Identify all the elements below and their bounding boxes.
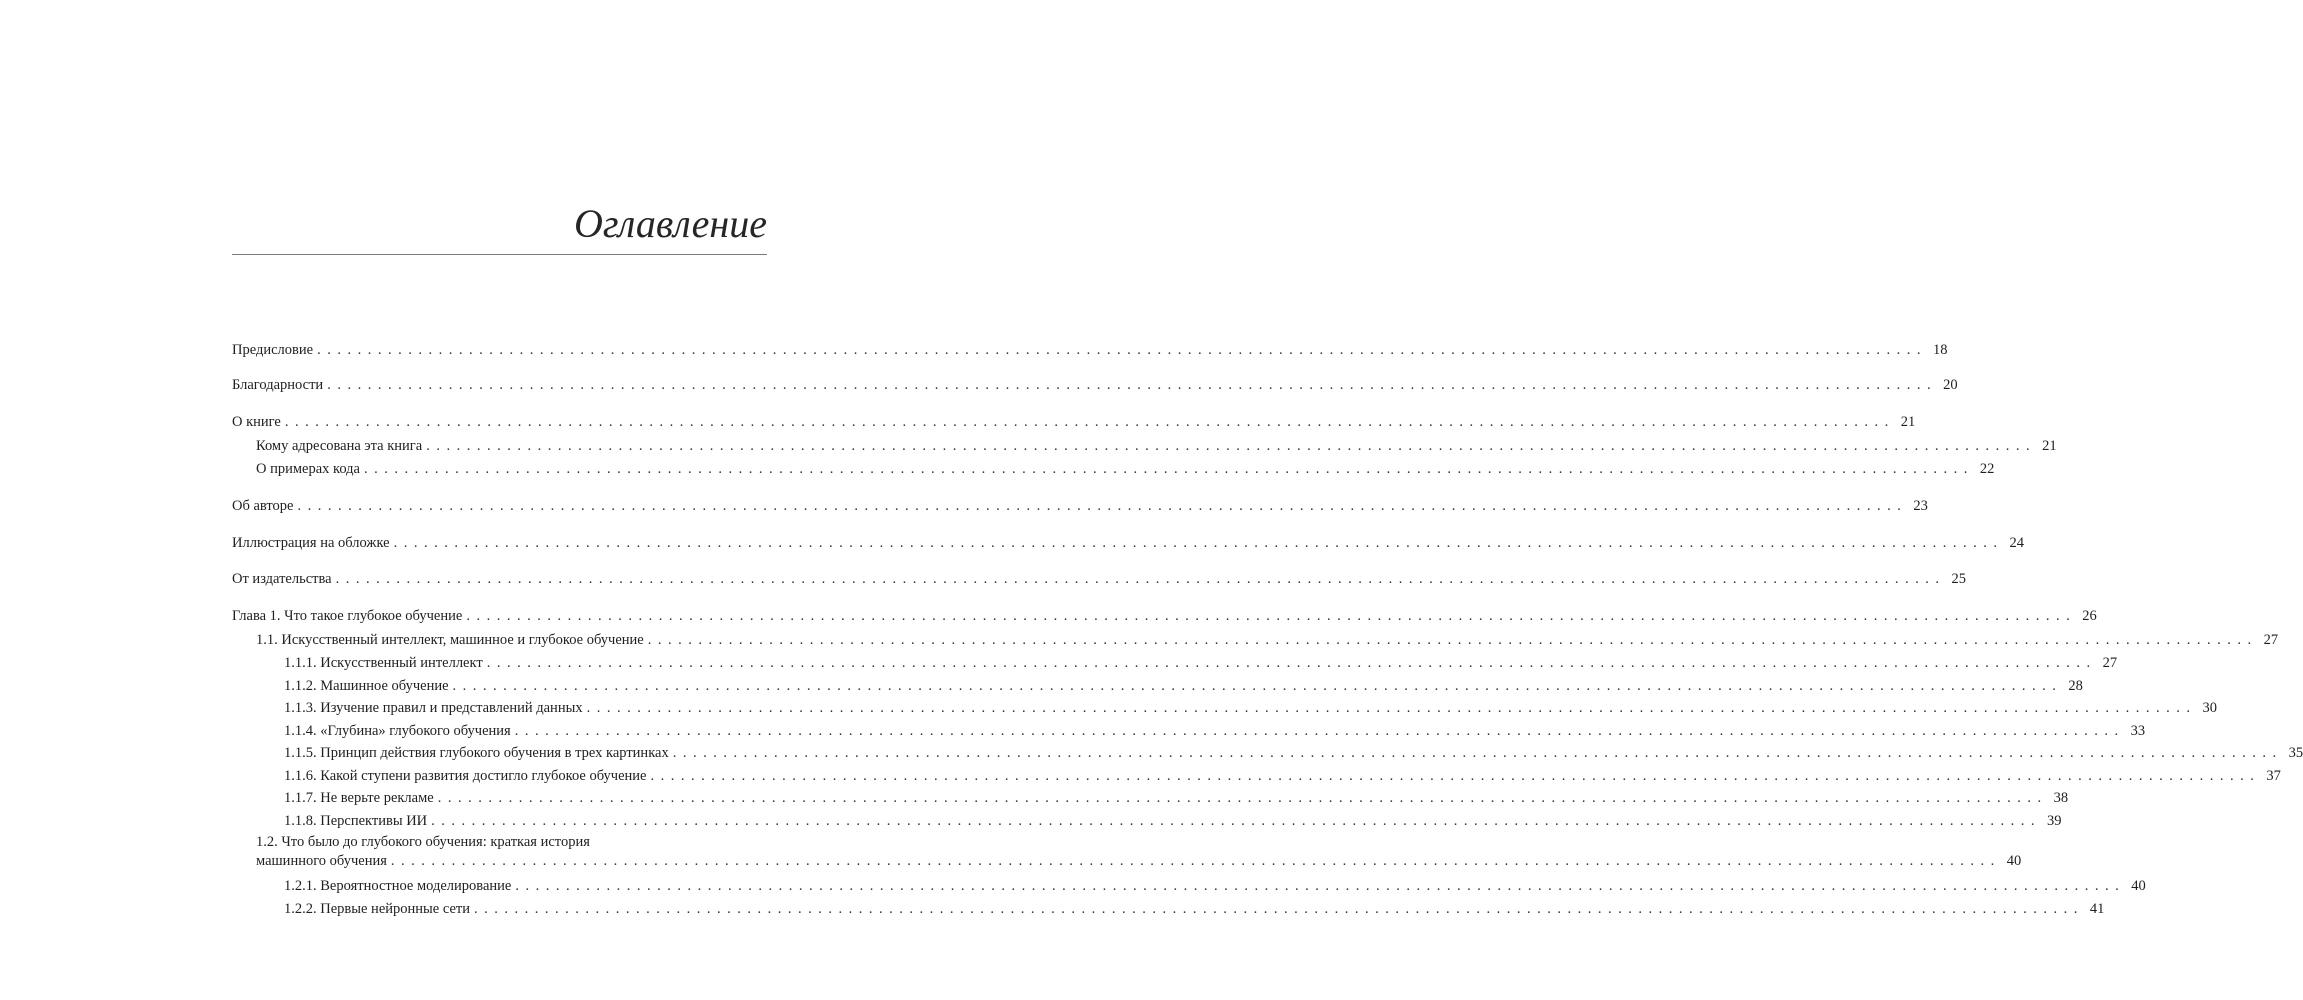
toc-entry-label: 1.1.1. Искусственный интеллект xyxy=(284,655,483,671)
toc-entry-1-2-first-line[interactable]: 1.2. Что было до глубокого обучения: краткая история xyxy=(256,834,590,850)
toc-leader-dots: ............................................................................................................................................................... xyxy=(452,678,2063,694)
toc-entry-page: 35 xyxy=(2288,745,2303,761)
toc-entry-about-author[interactable] xyxy=(232,496,1928,516)
toc-entry-label: О книге xyxy=(232,414,281,430)
toc-entry-1-1-2[interactable] xyxy=(284,676,2083,696)
toc-entry-about-book[interactable] xyxy=(232,412,1916,432)
toc-leader-dots: ............................................................................................................................................................... xyxy=(437,790,2048,806)
toc-leader-dots: ............................................................................................................................................................... xyxy=(514,723,2125,739)
toc-entry-label: 1.1.6. Какой ступени развития достигло глубокое обучение xyxy=(284,768,647,784)
toc-entry-label: 1.2.2. Первые нейронные сети xyxy=(284,901,470,917)
toc-entry-label: О примерах кода xyxy=(256,461,360,477)
toc-entry-label: 1.1.7. Не верьте рекламе xyxy=(284,790,434,806)
page-title: Оглавление xyxy=(573,201,767,246)
toc-entry-page: 27 xyxy=(2102,655,2118,671)
toc-leader-dots: ............................................................................................................................................................... xyxy=(473,901,2084,917)
toc-entry-page: 37 xyxy=(2266,768,2281,784)
title-rule xyxy=(232,254,767,255)
toc-leader-dots: ............................................................................................................................................................... xyxy=(647,632,2258,648)
toc-leader-dots: ............................................................................................................................................................... xyxy=(486,655,2097,671)
toc-entry-page: 40 xyxy=(2006,853,2022,869)
toc-leader-dots: ............................................................................................................................................................... xyxy=(431,813,2042,829)
toc-entry-chapter-1[interactable] xyxy=(232,606,2097,626)
toc-entry-preface[interactable] xyxy=(232,340,1948,360)
toc-entry-page: 41 xyxy=(2089,901,2105,917)
toc-entry-page: 22 xyxy=(1979,461,1995,477)
toc-entry-publisher[interactable] xyxy=(232,569,1966,589)
toc-entry-page: 30 xyxy=(2202,700,2217,716)
toc-entry-label: 1.1.3. Изучение правил и представлений данных xyxy=(284,700,583,716)
toc-entry-1-1[interactable] xyxy=(256,630,2279,650)
toc-entry-page: 20 xyxy=(1943,377,1958,393)
toc-leader-dots: ............................................................................................................................................................... xyxy=(515,878,2126,894)
toc-entry-page: 39 xyxy=(2047,813,2062,829)
toc-leader-dots: ............................................................................................................................................................... xyxy=(650,768,2261,784)
toc-entry-page: 25 xyxy=(1951,571,1966,587)
toc-leader-dots: ............................................................................................................................................................... xyxy=(393,535,2004,551)
toc-entry-label: Благодарности xyxy=(232,377,324,393)
toc-entry-page: 33 xyxy=(2130,723,2146,739)
toc-entry-1-1-4[interactable] xyxy=(284,721,2146,741)
toc-entry-label: 1.1.2. Машинное обучение xyxy=(284,678,449,694)
toc-entry-label: Об авторе xyxy=(232,498,294,514)
toc-entry-1-1-5[interactable] xyxy=(284,743,2303,763)
toc-entry-label: 1.1.5. Принцип действия глубокого обучения в трех картинках xyxy=(284,745,669,761)
toc-entry-page: 23 xyxy=(1913,498,1928,514)
toc-entry-label: 1.1. Искусственный интеллект, машинное и глубокое обучение xyxy=(256,632,644,648)
toc-entry-page: 27 xyxy=(2263,632,2279,648)
toc-leader-dots: ............................................................................................................................................................... xyxy=(327,377,1938,393)
toc-entry-1-1-1[interactable] xyxy=(284,653,2118,673)
toc-entry-1-2-2[interactable] xyxy=(284,899,2105,919)
toc-entry-page: 40 xyxy=(2131,878,2146,894)
toc-entry-label: От издательства xyxy=(232,571,332,587)
toc-entry-1-1-3[interactable] xyxy=(284,698,2217,718)
toc-entry-page: 28 xyxy=(2068,678,2083,694)
toc-leader-dots: ............................................................................................................................................................... xyxy=(466,608,2077,624)
toc-entry-page: 24 xyxy=(2009,535,2024,551)
toc-entry-page: 38 xyxy=(2053,790,2069,806)
toc-leader-dots: ............................................................................................................................................................... xyxy=(426,438,2037,454)
toc-entry-label: Кому адресована эта книга xyxy=(256,438,423,454)
toc-entry-label: 1.2.1. Вероятностное моделирование xyxy=(284,878,512,894)
toc-entry-label: Иллюстрация на обложке xyxy=(232,535,390,551)
toc-entry-label: Глава 1. Что такое глубокое обучение xyxy=(232,608,463,624)
toc-leader-dots: ............................................................................................................................................................... xyxy=(672,745,2283,761)
toc-leader-dots: ............................................................................................................................................................... xyxy=(297,498,1908,514)
toc-leader-dots: ............................................................................................................................................................... xyxy=(317,342,1927,358)
toc-entry-cover-illustration[interactable] xyxy=(232,533,2024,553)
toc-entry-1-1-7[interactable] xyxy=(284,788,2069,808)
toc-leader-dots: ............................................................................................................................................................... xyxy=(284,414,1895,430)
toc-leader-dots: ............................................................................................................................................................... xyxy=(390,853,2001,869)
toc-leader-dots: ............................................................................................................................................................... xyxy=(364,461,1974,477)
toc-leader-dots: ............................................................................................................................................................... xyxy=(335,571,1946,587)
toc-entry-label: Предисловие xyxy=(232,342,314,358)
toc-entry-page: 18 xyxy=(1932,342,1948,358)
toc-entry-page: 21 xyxy=(2042,438,2057,454)
toc-entry-1-2-1[interactable] xyxy=(284,876,2146,896)
toc-entry-label: 1.1.4. «Глубина» глубокого обучения xyxy=(284,723,511,739)
toc-leader-dots: ............................................................................................................................................................... xyxy=(586,700,2197,716)
toc-entry-label: 1.1.8. Перспективы ИИ xyxy=(284,813,428,829)
toc-entry-1-2[interactable] xyxy=(256,851,2022,871)
toc-entry-code-examples[interactable] xyxy=(256,459,1995,479)
toc-entry-1-1-6[interactable] xyxy=(284,766,2281,786)
toc-entry-label: машинного обучения xyxy=(256,853,387,869)
toc-entry-page: 21 xyxy=(1900,414,1916,430)
toc-entry-page: 26 xyxy=(2082,608,2097,624)
toc-entry-audience[interactable] xyxy=(256,436,2057,456)
toc-entry-acknowledgements[interactable] xyxy=(232,375,1958,395)
toc-entry-1-1-8[interactable] xyxy=(284,811,2062,831)
